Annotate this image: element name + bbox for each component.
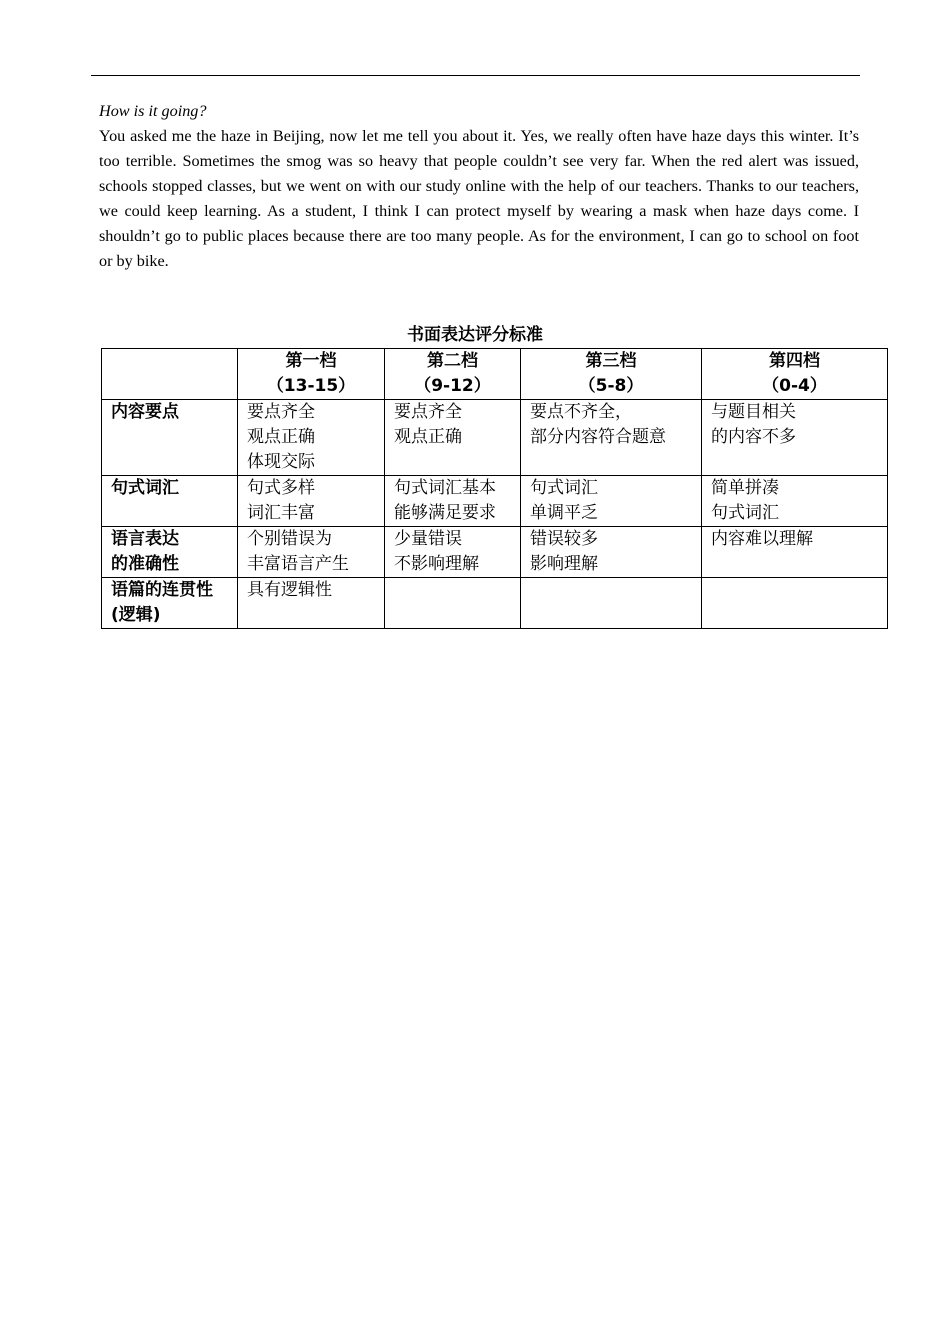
cell-line: 观点正确 <box>247 427 315 447</box>
table-header-row <box>102 349 888 400</box>
cell-line: 个别错误为 <box>247 529 332 549</box>
tier-range: （0-4） <box>762 376 827 396</box>
table-cell <box>702 400 888 476</box>
table-cell <box>521 400 702 476</box>
cell-line: 少量错误 <box>394 529 462 549</box>
table-cell <box>521 527 702 578</box>
letter-greeting: How is it going? <box>99 102 207 120</box>
header-cell-tier-3 <box>521 349 702 400</box>
cell-line: 丰富语言产生 <box>247 554 349 574</box>
cell-line: 具有逻辑性 <box>247 580 332 600</box>
table-row <box>102 476 888 527</box>
header-corner-cell <box>102 349 238 400</box>
table-row <box>102 400 888 476</box>
table-cell-empty <box>702 578 888 629</box>
tier-name: 第二档 <box>427 351 478 371</box>
table-cell <box>702 476 888 527</box>
cell-line: 句式词汇 <box>530 478 598 498</box>
rubric-title: 书面表达评分标准 <box>407 325 543 345</box>
cell-line: 与题目相关 <box>711 402 796 422</box>
tier-range: （13-15） <box>266 376 356 396</box>
row-label-line: 语言表达 <box>111 529 179 549</box>
cell-line: 简单拼凑 <box>711 478 779 498</box>
cell-line: 单调平乏 <box>530 503 598 523</box>
header-rule <box>91 75 860 76</box>
row-label-line: 内容要点 <box>111 402 179 422</box>
row-label-vocab <box>102 476 238 527</box>
table-cell <box>702 527 888 578</box>
table-row <box>102 527 888 578</box>
header-cell-tier-1 <box>238 349 385 400</box>
cell-line: 内容难以理解 <box>711 529 813 549</box>
tier-range: （9-12） <box>414 376 491 396</box>
cell-line: 要点齐全 <box>247 402 315 422</box>
row-label-accuracy <box>102 527 238 578</box>
cell-line: 词汇丰富 <box>247 503 315 523</box>
row-label-line: 的准确性 <box>111 554 179 574</box>
cell-line: 观点正确 <box>394 427 462 447</box>
tier-name: 第三档 <box>585 351 637 371</box>
table-cell-empty <box>521 578 702 629</box>
row-label-line: 语篇的连贯性 <box>111 580 213 600</box>
cell-line: 要点不齐全， <box>530 402 632 422</box>
letter-body: You asked me the haze in Beijing, now let me tell you about it. Yes, we really often have haze days this winter. It’s too terrible. Sometimes the smog was so heavy that people couldn’t see very far. When the red alert was issued, schools stopped classes, but we went on with our study online with the help of our teachers. Thanks to our teachers, we could keep learning. As a student, I think I can protect myself by wearing a mask when haze days come. I shouldn’t go to public places because there are too many people. As for the environment, I can go to school on foot or by bike. <box>99 127 859 270</box>
table-row <box>102 578 888 629</box>
cell-line: 部分内容符合题意 <box>530 427 666 447</box>
row-label-coherence <box>102 578 238 629</box>
row-label-content <box>102 400 238 476</box>
table-cell-empty <box>385 578 521 629</box>
cell-line: 错误较多 <box>530 529 598 549</box>
table-cell <box>238 578 385 629</box>
tier-name: 第一档 <box>285 351 337 371</box>
table-cell <box>385 400 521 476</box>
header-cell-tier-2 <box>385 349 521 400</box>
rubric-table <box>101 348 888 629</box>
cell-line: 体现交际 <box>247 452 315 472</box>
row-label-line: (逻辑) <box>111 605 161 625</box>
cell-line: 不影响理解 <box>394 554 479 574</box>
cell-line: 句式词汇 <box>711 503 779 523</box>
table-cell <box>238 400 385 476</box>
letter-text <box>99 99 859 274</box>
table-cell <box>521 476 702 527</box>
cell-line: 要点齐全 <box>394 402 462 422</box>
cell-line: 影响理解 <box>530 554 598 574</box>
table-cell <box>385 527 521 578</box>
row-label-line: 句式词汇 <box>111 478 179 498</box>
cell-line: 能够满足要求 <box>394 503 496 523</box>
table-cell <box>238 527 385 578</box>
cell-line: 句式词汇基本 <box>394 478 496 498</box>
table-cell <box>238 476 385 527</box>
cell-line: 的内容不多 <box>711 427 796 447</box>
tier-range: （5-8） <box>578 376 644 396</box>
cell-line: 句式多样 <box>247 478 315 498</box>
header-cell-tier-4 <box>702 349 888 400</box>
tier-name: 第四档 <box>769 351 820 371</box>
table-cell <box>385 476 521 527</box>
